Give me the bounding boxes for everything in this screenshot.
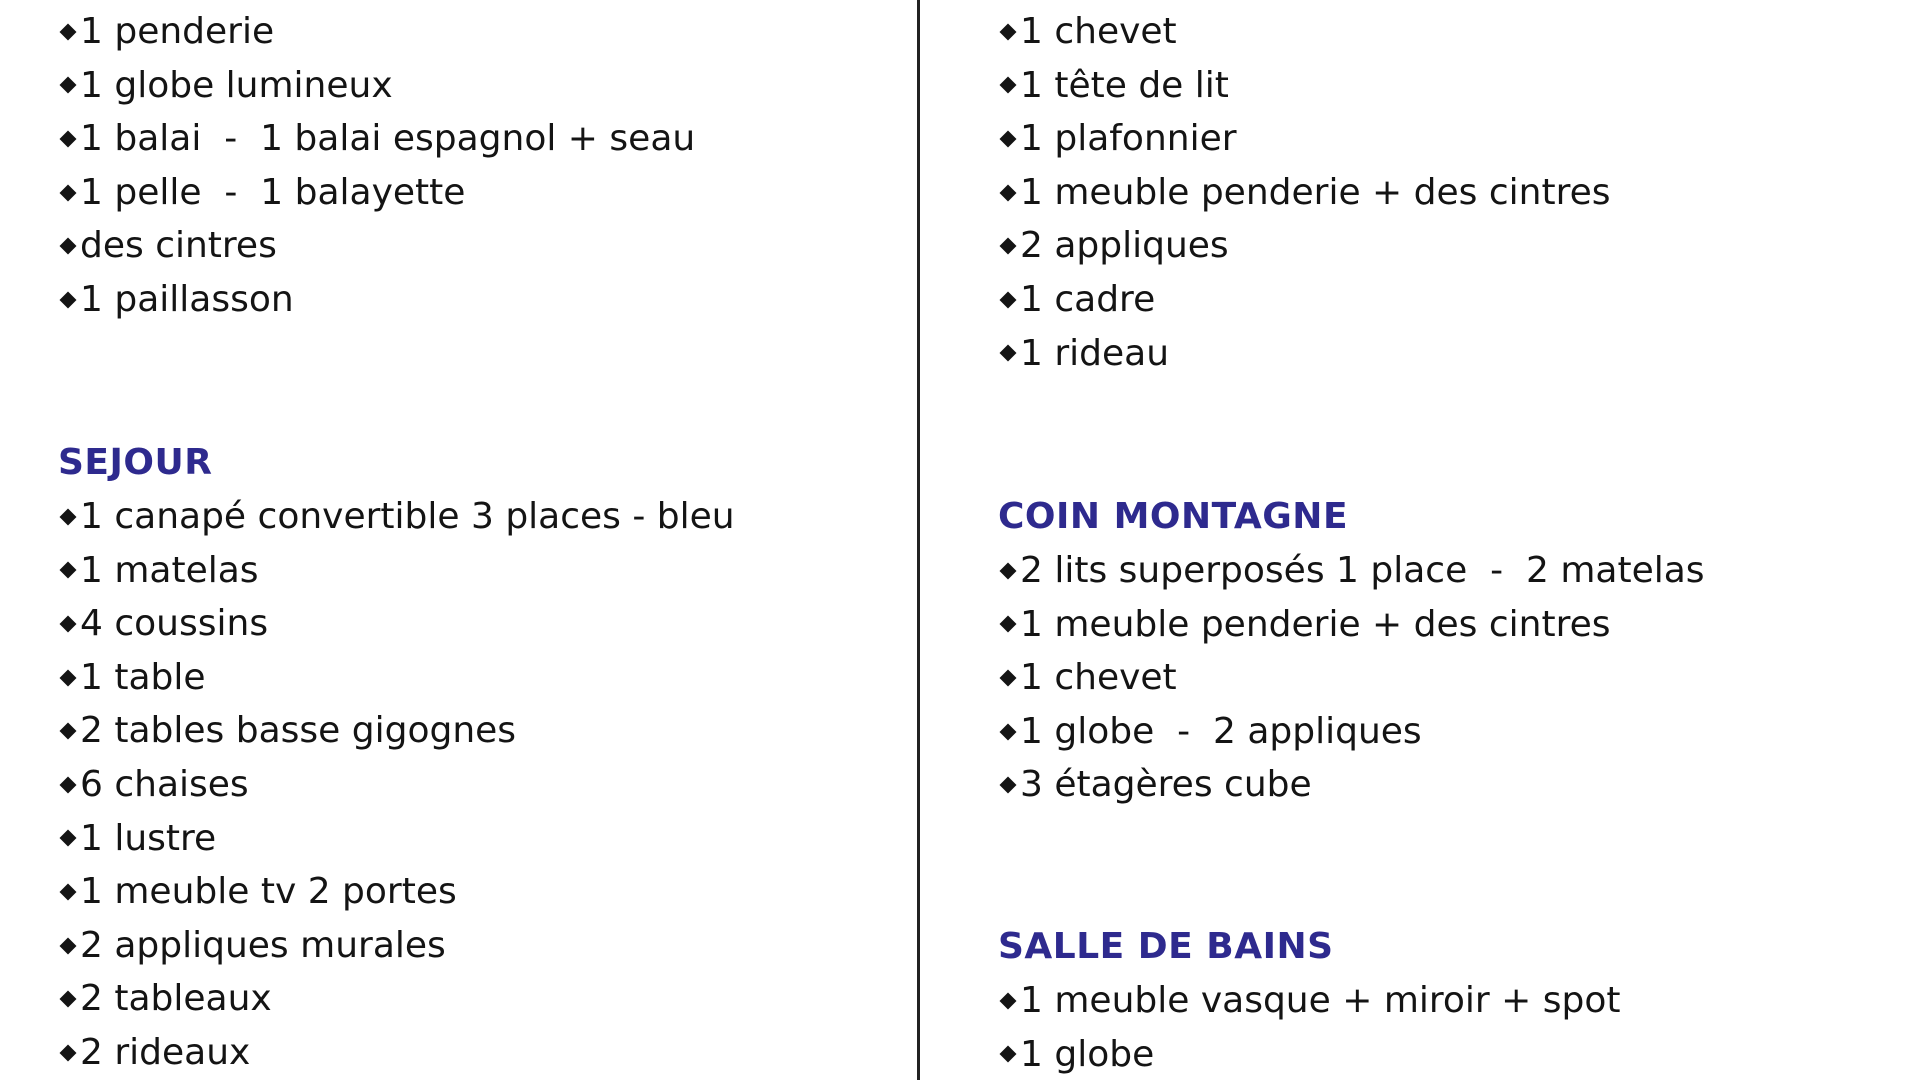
list-item: 1 tête de lit	[998, 59, 1610, 113]
list-item: 1 balai - 1 balai espagnol + seau	[58, 112, 695, 166]
list-item: 2 tables basse gigognes	[58, 704, 735, 758]
list-item: 1 chevet	[998, 651, 1705, 705]
diamond-bullet-icon	[60, 883, 77, 900]
list-item: 1 table	[58, 651, 735, 705]
list-item: 1 meuble penderie + des cintres	[998, 166, 1610, 220]
list-item: 2 rideaux	[58, 1026, 735, 1080]
section-title-sejour: SEJOUR	[58, 442, 213, 483]
diamond-bullet-icon	[1000, 238, 1017, 255]
diamond-bullet-icon	[60, 508, 77, 525]
diamond-bullet-icon	[1000, 669, 1017, 686]
diamond-bullet-icon	[60, 23, 77, 40]
list-item: 1 pelle - 1 balayette	[58, 166, 695, 220]
salle-de-bains-section	[998, 920, 1621, 1080]
diamond-bullet-icon	[60, 991, 77, 1008]
list-item: 1 lustre	[58, 812, 735, 866]
diamond-bullet-icon	[60, 937, 77, 954]
list-item: 1 meuble tv 2 portes	[58, 865, 735, 919]
column-divider	[917, 0, 920, 1080]
list-item: 1 matelas	[58, 544, 735, 598]
diamond-bullet-icon	[1000, 1046, 1017, 1063]
list-item: 3 étagères cube	[998, 758, 1705, 812]
list-item: 2 lits superposés 1 place - 2 matelas	[998, 544, 1705, 598]
diamond-bullet-icon	[60, 1044, 77, 1061]
diamond-bullet-icon	[1000, 291, 1017, 308]
list-item: 1 cadre	[998, 273, 1610, 327]
diamond-bullet-icon	[60, 615, 77, 632]
diamond-bullet-icon	[60, 77, 77, 94]
list-item: 1 rideau	[998, 327, 1610, 381]
list-item: 1 globe	[998, 1028, 1621, 1080]
list-item: des cintres	[58, 219, 695, 273]
diamond-bullet-icon	[1000, 616, 1017, 633]
list-item: 1 plafonnier	[998, 112, 1610, 166]
list-item: 1 penderie	[58, 5, 695, 59]
diamond-bullet-icon	[1000, 77, 1017, 94]
diamond-bullet-icon	[1000, 723, 1017, 740]
list-item: 1 chevet	[998, 5, 1610, 59]
diamond-bullet-icon	[1000, 562, 1017, 579]
list-item: 2 appliques	[998, 219, 1610, 273]
coin-montagne-section	[998, 490, 1705, 812]
diamond-bullet-icon	[60, 184, 77, 201]
list-item: 1 meuble penderie + des cintres	[998, 598, 1705, 652]
left-group-1-list	[58, 5, 695, 327]
diamond-bullet-icon	[1000, 345, 1017, 362]
diamond-bullet-icon	[60, 830, 77, 847]
list-item: 2 tableaux	[58, 972, 735, 1026]
diamond-bullet-icon	[1000, 130, 1017, 147]
list-item: 1 globe - 2 appliques	[998, 705, 1705, 759]
diamond-bullet-icon	[1000, 184, 1017, 201]
list-item: 4 coussins	[58, 597, 735, 651]
diamond-bullet-icon	[1000, 992, 1017, 1009]
diamond-bullet-icon	[60, 130, 77, 147]
section-title-coin-montagne: COIN MONTAGNE	[998, 496, 1349, 537]
list-item: 2 appliques murales	[58, 919, 735, 973]
sejour-section	[58, 436, 735, 1080]
diamond-bullet-icon	[60, 562, 77, 579]
diamond-bullet-icon	[60, 669, 77, 686]
diamond-bullet-icon	[1000, 777, 1017, 794]
diamond-bullet-icon	[60, 776, 77, 793]
list-item: 6 chaises	[58, 758, 735, 812]
list-item: 1 meuble vasque + miroir + spot	[998, 974, 1621, 1028]
diamond-bullet-icon	[60, 723, 77, 740]
diamond-bullet-icon	[60, 238, 77, 255]
list-item: 1 canapé convertible 3 places - bleu	[58, 490, 735, 544]
section-title-salle-de-bains: SALLE DE BAINS	[998, 926, 1334, 967]
right-group-1-list	[998, 5, 1610, 380]
list-item: 1 paillasson	[58, 273, 695, 327]
list-item: 1 globe lumineux	[58, 59, 695, 113]
diamond-bullet-icon	[1000, 23, 1017, 40]
diamond-bullet-icon	[60, 291, 77, 308]
